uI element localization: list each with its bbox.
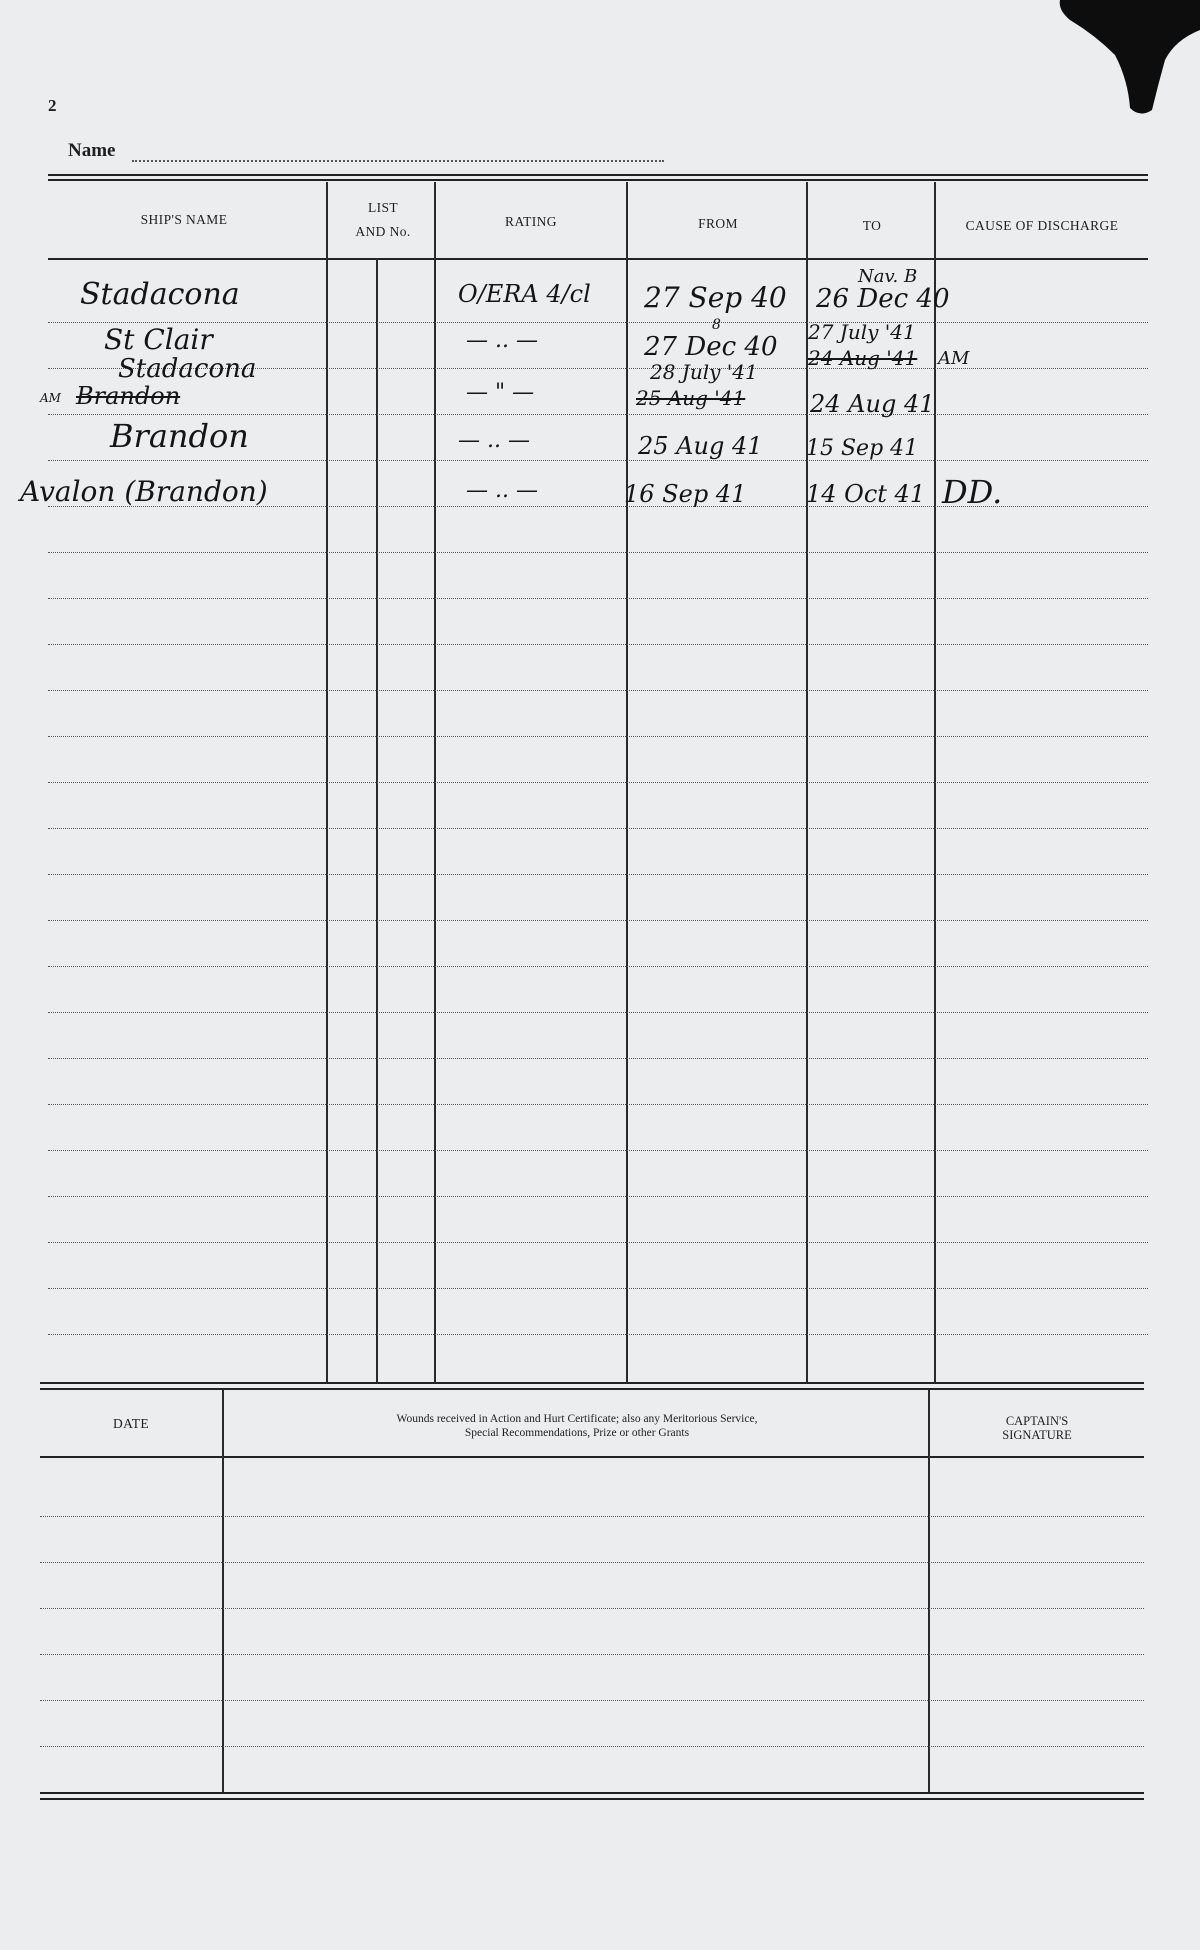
to-4: 15 Sep 41 <box>806 436 919 461</box>
from-1: 27 Sep 40 <box>644 281 787 314</box>
top-rule <box>48 174 1148 176</box>
ship-name-3-struck: Brandon <box>76 382 181 410</box>
rating-2: — .. — <box>466 328 538 353</box>
bottom-rule <box>40 1792 1144 1794</box>
header-wounds-line2: Special Recommendations, Prize or other Grants <box>464 1427 690 1439</box>
header-list-line2: AND No. <box>355 224 411 239</box>
bottom-column-divider <box>928 1390 930 1792</box>
header-from: FROM <box>698 216 738 231</box>
rating-4: — .. — <box>458 428 530 453</box>
header-to: TO <box>862 218 882 233</box>
section-rule <box>40 1382 1144 1384</box>
ship-name-4: Brandon <box>110 417 249 455</box>
page-number: 2 <box>48 96 57 115</box>
from-3-struck: 25 Aug '41 <box>636 386 746 410</box>
to-3-struck: 24 Aug '41 <box>808 346 918 370</box>
header-ship-name: SHIP'S NAME <box>140 212 228 227</box>
ship-name-1: Stadacona <box>80 277 240 312</box>
header-captain-line2: SIGNATURE <box>1002 1428 1072 1442</box>
cause-5: DD. <box>942 473 1003 511</box>
cause-2: AM <box>938 348 970 369</box>
from-note-2: 8 <box>712 317 721 333</box>
from-4: 25 Aug 41 <box>638 432 763 460</box>
to-2: 27 July '41 <box>808 320 916 344</box>
ink-blot <box>1040 0 1200 120</box>
rating-5: — .. — <box>466 478 538 503</box>
from-3: 28 July '41 <box>650 360 758 384</box>
rating-3: — " — <box>466 380 535 405</box>
to-1: 26 Dec 40 <box>816 284 950 314</box>
bottom-column-divider <box>222 1390 224 1792</box>
ship-name-2: St Clair <box>104 323 213 356</box>
header-rating: RATING <box>505 214 557 229</box>
name-field-line <box>132 160 664 162</box>
top-rule-2 <box>48 179 1148 181</box>
bottom-header-rule <box>40 1456 1144 1458</box>
ship-prefix-3: AM <box>40 391 61 405</box>
name-label: Name <box>68 140 116 161</box>
header-date: DATE <box>112 1416 150 1431</box>
ship-name-5: Avalon (Brandon) <box>20 475 268 508</box>
header-captain-line1: CAPTAIN'S <box>1005 1414 1069 1428</box>
rating-1: O/ERA 4/cl <box>458 280 591 308</box>
to-5: 14 Oct 41 <box>806 480 926 508</box>
bottom-rule-2 <box>40 1798 1144 1800</box>
header-list-line1: LIST <box>367 200 399 215</box>
column-divider <box>376 258 378 1382</box>
from-2: 27 Dec 40 <box>644 332 778 362</box>
ship-name-3: Stadacona <box>118 354 257 384</box>
header-wounds-line1: Wounds received in Action and Hurt Certificate; also any Meritorious Service, <box>396 1413 758 1425</box>
to-3: 24 Aug 41 <box>810 390 935 418</box>
to-note-1: Nav. B <box>858 266 918 287</box>
header-rule <box>48 258 1148 260</box>
header-cause: CAUSE OF DISCHARGE <box>965 218 1119 233</box>
section-rule-2 <box>40 1388 1144 1390</box>
from-5: 16 Sep 41 <box>624 480 747 508</box>
